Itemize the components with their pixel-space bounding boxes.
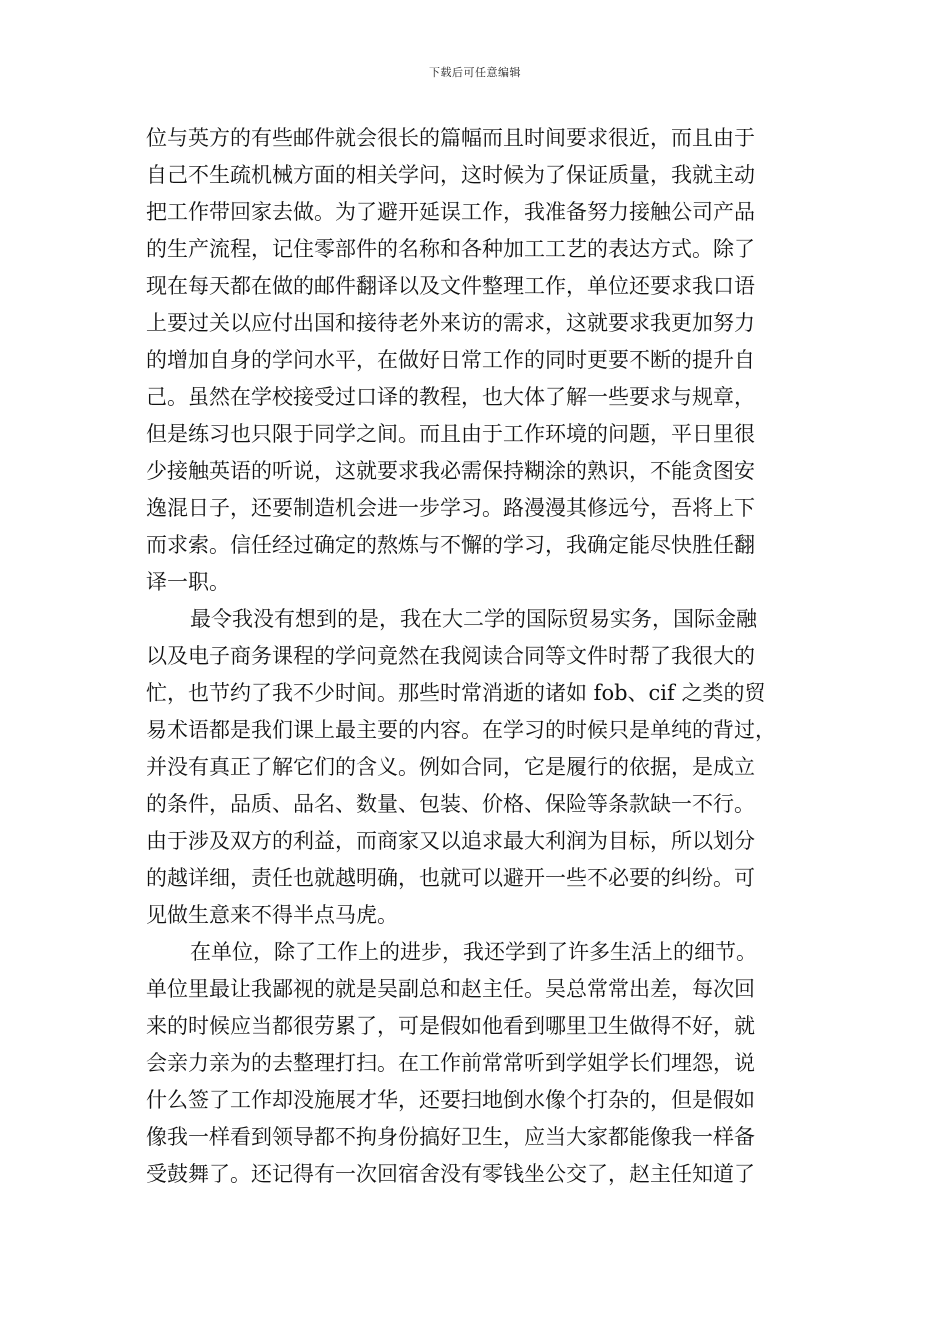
text-line: 的条件，品质、品名、数量、包装、价格、保险等条款缺一不行。: [146, 792, 755, 816]
text-line: 受鼓舞了。还记得有一次回宿舍没有零钱坐公交了，赵主任知道了: [146, 1162, 755, 1186]
text-line: 逸混日子，还要制造机会进一步学习。路漫漫其修远兮，吾将上下: [146, 496, 755, 520]
text-line: 自己不生疏机械方面的相关学问，这时候为了保证质量，我就主动: [146, 163, 755, 187]
document-body: [146, 120, 826, 1193]
text-line: 在单位，除了工作上的进步，我还学到了许多生活上的细节。: [190, 940, 757, 964]
text-line: 己。虽然在学校接受过口译的教程，也大体了解一些要求与规章，: [146, 385, 755, 409]
text-line: 的越详细，责任也就越明确，也就可以避开一些不必要的纠纷。可: [146, 866, 755, 890]
text-line: 的增加自身的学问水平，在做好日常工作的同时更要不断的提升自: [146, 348, 755, 372]
text-line: 以及电子商务课程的学问竟然在我阅读合同等文件时帮了我很大的: [146, 644, 755, 668]
text-line: 把工作带回家去做。为了避开延误工作，我准备努力接触公司产品: [146, 200, 755, 224]
text-line: 上要过关以应付出国和接待老外来访的需求，这就要求我更加努力: [146, 311, 755, 335]
text-line: 像我一样看到领导都不拘身份搞好卫生，应当大家都能像我一样备: [146, 1125, 755, 1149]
text-line: 忙，也节约了我不少时间。那些时常消逝的诸如 fob、cif 之类的贸: [146, 681, 766, 705]
text-line: 单位里最让我鄙视的就是吴副总和赵主任。吴总常常出差，每次回: [146, 977, 755, 1001]
text-line: 的生产流程，记住零部件的名称和各种加工工艺的表达方式。除了: [146, 237, 755, 261]
text-line: 会亲力亲为的去整理打扫。在工作前常常听到学姐学长们埋怨，说: [146, 1051, 755, 1075]
text-line: 少接触英语的听说，这就要求我必需保持糊涂的熟识，不能贪图安: [146, 459, 755, 483]
text-line: 而求索。信任经过确定的熬炼与不懈的学习，我确定能尽快胜任翻: [146, 533, 755, 557]
text-line: 并没有真正了解它们的含义。例如合同，它是履行的依据，是成立: [146, 755, 755, 779]
text-line: 位与英方的有些邮件就会很长的篇幅而且时间要求很近，而且由于: [146, 126, 755, 150]
text-line: 由于涉及双方的利益，而商家又以追求最大利润为目标，所以划分: [146, 829, 755, 853]
text-line: 易术语都是我们课上最主要的内容。在学习的时候只是单纯的背过，: [146, 718, 776, 742]
text-line: 但是练习也只限于同学之间。而且由于工作环境的问题，平日里很: [146, 422, 755, 446]
text-line: 现在每天都在做的邮件翻译以及文件整理工作，单位还要求我口语: [146, 274, 755, 298]
text-line: 译一职。: [146, 570, 230, 594]
text-line: 见做生意来不得半点马虎。: [146, 903, 398, 927]
text-line: 最令我没有想到的是，我在大二学的国际贸易实务，国际金融: [190, 607, 757, 631]
page-header: 下载后可任意编辑: [429, 66, 521, 79]
text-line: 什么签了工作却没施展才华，还要扫地倒水像个打杂的，但是假如: [146, 1088, 755, 1112]
text-line: 来的时候应当都很劳累了，可是假如他看到哪里卫生做得不好，就: [146, 1014, 755, 1038]
